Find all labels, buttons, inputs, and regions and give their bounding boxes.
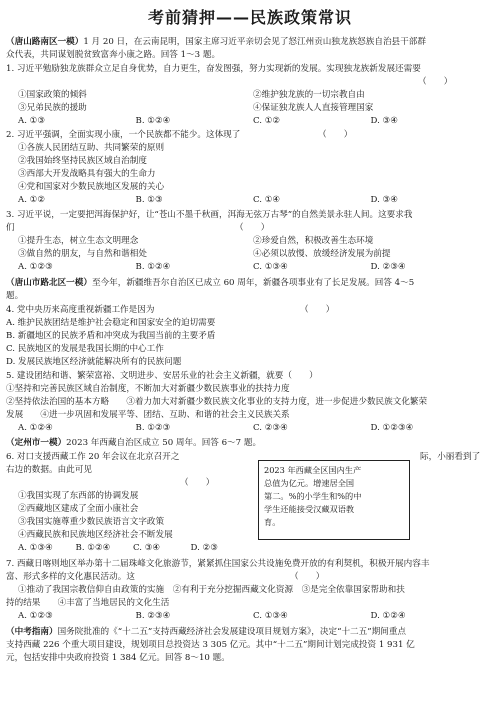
answer-bracket: （ ） <box>300 305 335 315</box>
question-5-stem: 5. 建设团结和谐、繁荣富裕、文明进步、安居乐业的社会主义新疆，就要（ ） <box>6 371 318 381</box>
question-2-option: ①各族人民团结互助、共同繁荣的原则 <box>18 143 165 153</box>
question-4-option-c: C. 民族地区的发展是我国长期的中心工作 <box>6 344 164 354</box>
question-1-options-row: ③兄弟民族的援助 ④保证独龙族人人直接管理国家 <box>18 103 374 113</box>
question-4-stem: 4. 党中央历来高度重视新疆工作是因为 <box>6 305 155 315</box>
question-1-choices: A. ①③ B. ①②④ C. ①② D. ③④ <box>18 116 398 126</box>
question-5-option: 发展 ④进一步巩固和发展平等、团结、互助、和谐的社会主义民族关系 <box>6 410 290 420</box>
section-intro-4-cont: 支持西藏 226 个重大项目建设，规划项目总投资达 3 305 亿元。其中“十二五”期间计划完成投资 1 931 亿 <box>6 640 415 650</box>
question-6-choices: A. ①③④ B. ①②④ C. ③④ D. ②③ <box>18 543 218 553</box>
question-3-options-row: ③做自然的朋友，与自然和谐相处 ④必须以放慢、放缓经济发展为前提 <box>18 249 391 259</box>
question-6-option: ②西藏地区建成了全面小康社会 <box>18 504 139 514</box>
question-7-choices: A. ①②③ B. ②③④ C. ①③④ D. ①②④ <box>18 611 406 621</box>
source-tag: （唐山市路北区一模） <box>6 278 92 288</box>
question-2-option: ④党和国家对少数民族地区发展的关心 <box>18 182 165 192</box>
question-6-option: ①我国实现了东西部的协调发展 <box>18 491 139 501</box>
source-tag: （定州市一模） <box>6 438 67 448</box>
question-6-option: ③我国实施尊重少数民族语言文字政策 <box>18 517 165 527</box>
source-tag: （唐山路南区一模） <box>6 37 84 47</box>
question-2-option: ③西部大开发战略具有强大的生命力 <box>18 169 156 179</box>
answer-bracket: （ ） <box>235 223 270 233</box>
answer-bracket: （ ） <box>290 572 325 582</box>
section-intro-1-cont: 众代表，共同谋划脱贫致富奔小康之路。回答 1～3 题。 <box>6 50 221 60</box>
page-title: 考前猜押——民族政策常识 <box>147 8 352 27</box>
answer-bracket: （ ） <box>418 77 453 87</box>
question-7-stem-cont: 富、形式多样的文化惠民活动。这 <box>6 572 135 582</box>
answer-bracket: （ ） <box>318 130 353 140</box>
question-7-option-row: ①推动了我国宗教信仰自由政策的实施 ②有利于充分挖掘西藏文化资源 ③是完全依靠国家帮助和扶 <box>18 585 405 595</box>
question-3-options-row: ①提升生态，树立生态文明理念 ②珍爱自然，积极改善生态环境 <box>18 236 374 246</box>
question-2-option: ②我国始终坚持民族区域自治制度 <box>18 156 147 166</box>
section-intro-4: （中考指南）国务院批准的《“十二五”支持西藏经济社会发展建设项目规划方案》，决定“十二五”期间重点 <box>6 627 407 637</box>
section-intro-4-cont: 元，包括安排中央政府投资 1 384 亿元。回答 8～10 题。 <box>6 653 230 663</box>
question-4-option-d: D. 发展民族地区经济就能解决所有的民族问题 <box>6 357 182 367</box>
question-4-option-b: B. 新疆地区的民族矛盾和冲突成为我国当前的主要矛盾 <box>6 331 216 341</box>
statistics-box: 2023 年西藏全区国内生产 总值为亿元。增速居全国 第二。%的小学生和%的中 学生还能接受汉藏双语教 育。 <box>258 460 410 540</box>
answer-bracket: （ ） <box>180 478 215 488</box>
section-intro-2-cont: 题。 <box>6 291 24 301</box>
question-6-stem-right: 际，小丽看到了 <box>420 452 481 462</box>
question-2-stem: 2. 习近平强调，全面实现小康，一个民族都不能少。这体现了 <box>6 130 241 140</box>
question-7-option-cont: 持的结果 ④丰富了当地居民的文化生活 <box>6 598 170 608</box>
question-2-choices: A. ①② B. ①③ C. ①④ D. ③④ <box>18 195 398 205</box>
question-3-choices: A. ①②③ B. ①②④ C. ①③④ D. ②③④ <box>18 262 406 272</box>
question-6-stem: 6. 对口支援西藏工作 20 年会议在北京召开之 <box>6 452 180 462</box>
question-3-stem-cont: 们 <box>6 223 15 233</box>
question-3-stem: 3. 习近平说，一定要把洱海保护好，让“苍山不墨千秋画，洱海无弦万古琴”的自然美景永驻人间。这要求我 <box>6 210 413 220</box>
question-5-choices: A. ①②④ B. ①②③ C. ②③④ D. ①②③④ <box>18 423 414 433</box>
source-tag: （中考指南） <box>6 627 58 637</box>
question-4-option-a: A. 维护民族团结是维护社会稳定和国家安全的迫切需要 <box>6 318 216 328</box>
question-5-option: ①坚持和完善民族区域自治制度，不断加大对新疆少数民族事业的扶持力度 <box>6 384 290 394</box>
question-5-option: ②坚持依法治国的基本方略 ③着力加大对新疆少数民族文化事业的支持力度，进一步促进少数民族文化繁荣 <box>6 397 428 407</box>
question-1-options-row: ①国家政策的倾斜 ②维护独龙族的一切宗教自由 <box>18 90 365 100</box>
question-6-stem-cont: 右边的数据。由此可见 <box>6 465 92 475</box>
question-1-stem: 1. 习近平勉励独龙族群众立足自身优势，自力更生，奋发图强，努力实现新的发展。实现独龙族新发展还需要 <box>6 64 421 74</box>
question-7-stem: 7. 西藏日喀则地区举办第十二届珠峰文化旅游节，紧紧抓住国家公共设施免费开放的有利契机，积极开展内容丰 <box>6 559 430 569</box>
section-intro-2: （唐山市路北区一模）至今年，新疆维吾尔自治区已成立 60 周年，新疆各项事业有了长足发展。回答 4～5 <box>6 278 415 288</box>
question-6-option: ④西藏民族和民族地区经济社会不断发展 <box>18 530 173 540</box>
section-intro-1: （唐山路南区一模）1 月 20 日，在云南昆明，国家主席习近平亲切会见了怒江州贡山独龙族怒族自治县干部群 <box>6 37 426 47</box>
section-intro-3: （定州市一模）2023 年西藏自治区成立 50 周年。回答 6～7 题。 <box>6 438 262 448</box>
